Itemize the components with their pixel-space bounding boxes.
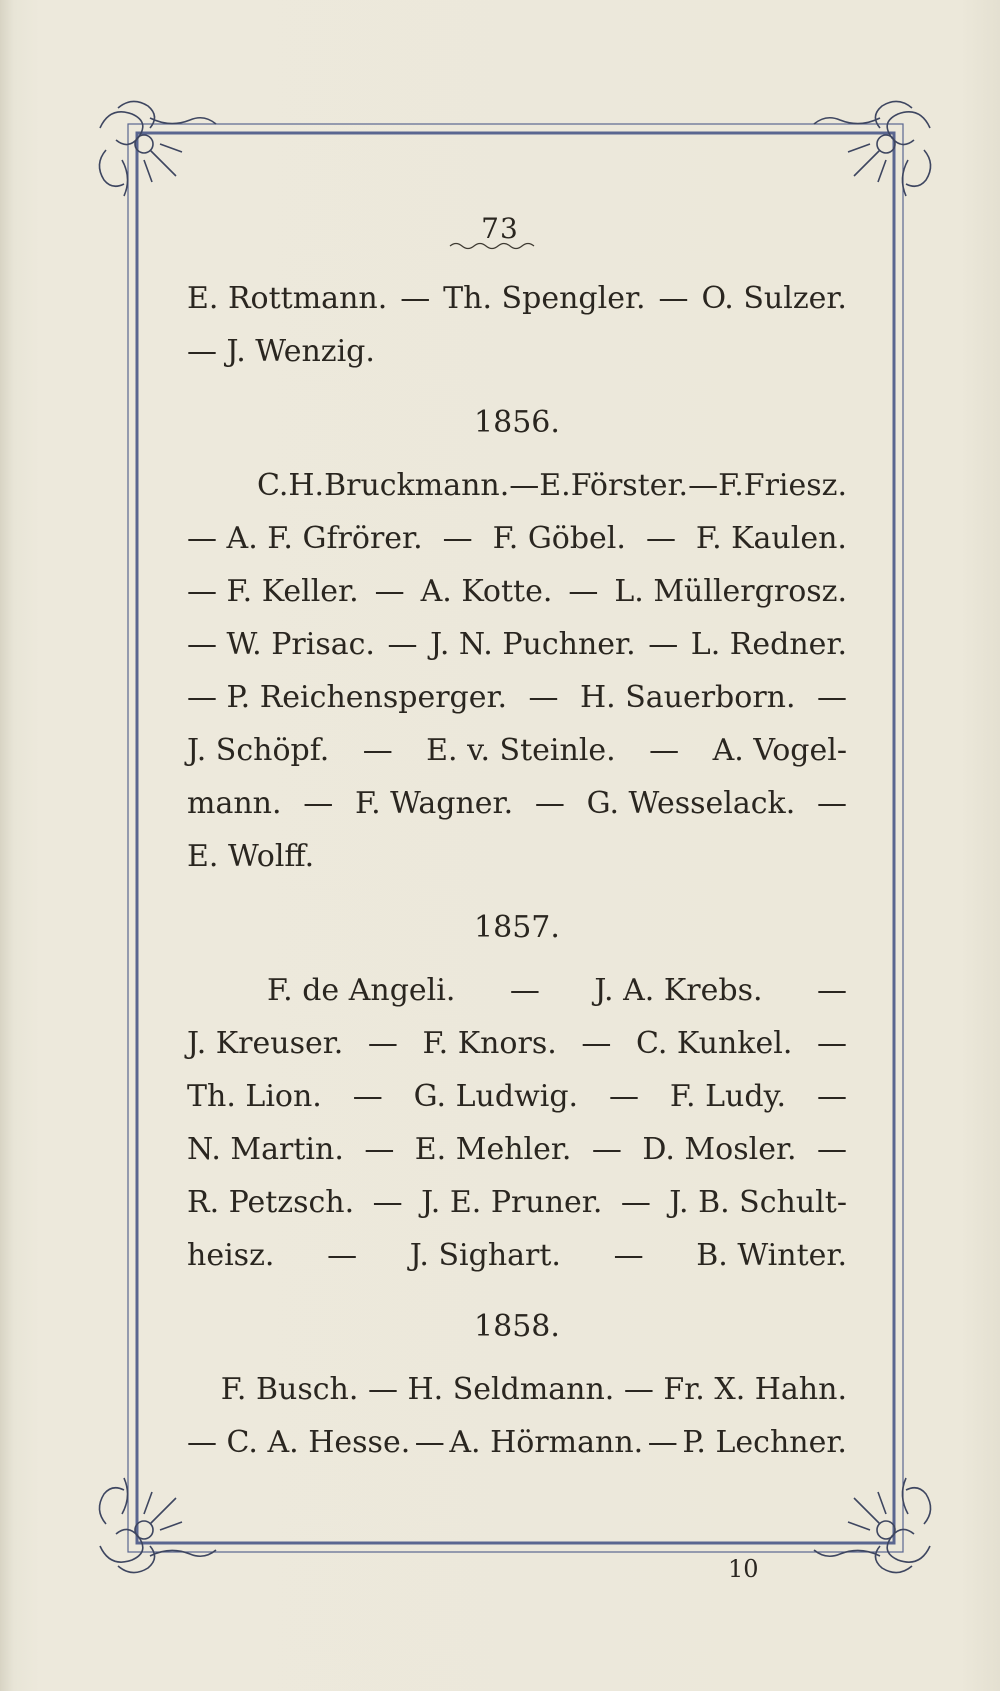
corner-ornament-top-right <box>814 101 931 196</box>
name-entry: A. Kotte. <box>420 574 553 609</box>
section <box>187 396 847 883</box>
name-entry: J. N. Puchner. <box>430 627 636 662</box>
name-entry: E. Rottmann. <box>187 281 388 316</box>
text-line <box>187 459 847 512</box>
dash-separator: — <box>816 1026 847 1061</box>
page-number: 73 <box>481 212 519 245</box>
dash-separator: — <box>609 1079 639 1114</box>
text-line <box>187 1017 847 1070</box>
name-entry: — P. Reichensperger. <box>187 680 508 715</box>
dash-separator: — <box>414 1425 445 1460</box>
name-entry: N. Martin. <box>187 1132 344 1167</box>
name-entry: E. Wolff. <box>187 839 315 874</box>
dash-separator: — <box>649 733 680 768</box>
dash-separator: — <box>648 627 679 662</box>
dash-separator: — <box>816 786 847 821</box>
year-heading: 1856. <box>474 405 560 440</box>
dash-separator: — <box>817 973 847 1008</box>
text-line <box>187 1070 847 1123</box>
name-entry: — W. Prisac. <box>187 627 375 662</box>
name-entry: C. Kunkel. <box>635 1026 793 1061</box>
text-line <box>187 724 847 777</box>
text-line <box>187 565 847 618</box>
dash-separator: — <box>400 281 431 316</box>
name-entry: D. Mosler. <box>642 1132 797 1167</box>
dash-separator: — <box>534 786 565 821</box>
dash-separator: — <box>327 1238 358 1273</box>
dash-separator: — <box>620 1185 651 1220</box>
name-entry: J. Schöpf. <box>187 733 330 768</box>
dash-separator: — <box>352 1079 383 1114</box>
dash-separator: — <box>658 281 689 316</box>
name-entry: mann. <box>187 786 282 821</box>
dash-separator: — <box>581 1026 612 1061</box>
name-entry: — J. Wenzig. <box>187 334 375 369</box>
dash-separator: — <box>374 574 405 609</box>
name-entry: G. Wesselack. <box>586 786 796 821</box>
name-entry: C.H.Bruckmann.—E.Förster.—F.Friesz. <box>256 468 847 503</box>
name-entry: A. Vogel- <box>712 733 847 768</box>
names-list <box>187 272 847 1469</box>
name-entry: P. Lechner. <box>682 1425 847 1460</box>
text-line <box>187 1123 847 1176</box>
name-entry: F. Wagner. <box>354 786 514 821</box>
name-entry: F. Kaulen. <box>695 521 847 556</box>
dash-separator: — <box>647 1425 678 1460</box>
name-entry: L. Müllergrosz. <box>614 574 847 609</box>
text-line <box>187 1363 847 1416</box>
name-entry: J. B. Schult- <box>669 1185 847 1220</box>
name-entry: L. Redner. <box>690 627 847 662</box>
corner-ornament-bottom-right <box>814 1478 931 1573</box>
text-line <box>187 1229 847 1282</box>
name-entry: F. Ludy. <box>669 1079 787 1114</box>
text-line <box>187 512 847 565</box>
dash-separator: — <box>528 680 559 715</box>
name-entry: O. Sulzer. <box>701 281 847 316</box>
name-entry: G. Ludwig. <box>413 1079 579 1114</box>
name-entry: A. Hörmann. <box>449 1425 644 1460</box>
dash-separator: — <box>816 680 847 715</box>
text-line <box>187 1176 847 1229</box>
dash-separator: — <box>372 1185 403 1220</box>
text-line <box>187 671 847 724</box>
name-entry: J. A. Krebs. <box>594 973 763 1008</box>
dash-separator: — <box>591 1132 622 1167</box>
dash-separator: — <box>303 786 334 821</box>
name-entry: — A. F. Gfrörer. <box>187 521 423 556</box>
name-entry: J. Kreuser. <box>187 1026 344 1061</box>
name-entry: — F. Keller. <box>187 574 359 609</box>
name-entry: E. Mehler. <box>414 1132 572 1167</box>
name-entry: R. Petzsch. <box>187 1185 355 1220</box>
dash-separator: — <box>816 1079 847 1114</box>
dash-separator: — <box>367 1026 398 1061</box>
name-entry: J. E. Pruner. <box>421 1185 603 1220</box>
year-heading: 1857. <box>474 910 560 945</box>
name-entry: F. Knors. <box>422 1026 557 1061</box>
dash-separator: — <box>613 1238 644 1273</box>
dash-separator: — <box>362 733 393 768</box>
dash-separator: — <box>364 1132 395 1167</box>
section <box>187 901 847 1282</box>
section <box>187 272 847 378</box>
dash-separator: — <box>568 574 599 609</box>
name-entry: F. Busch. — H. Seldmann. — Fr. X. Hahn. <box>220 1372 847 1407</box>
dash-separator: — <box>442 521 473 556</box>
corner-ornament-bottom-left <box>99 1478 216 1573</box>
dash-separator: — <box>817 1132 847 1167</box>
text-line <box>187 964 847 1017</box>
name-entry: F. Göbel. <box>492 521 626 556</box>
text-line <box>187 272 847 325</box>
name-entry: F. de Angeli. <box>267 973 456 1008</box>
name-entry: B. Winter. <box>696 1238 847 1273</box>
dash-separator: — <box>509 973 540 1008</box>
signature-number: 10 <box>728 1555 759 1583</box>
text-line <box>187 325 847 378</box>
name-entry: Th. Lion. <box>187 1079 322 1114</box>
dash-separator: — <box>645 521 676 556</box>
text-line <box>187 1416 847 1469</box>
section <box>187 1300 847 1469</box>
corner-ornament-top-left <box>99 101 216 196</box>
dash-separator: — <box>387 627 418 662</box>
name-entry: heisz. <box>187 1238 275 1273</box>
name-entry: J. Sighart. <box>409 1238 561 1273</box>
name-entry: H. Sauerborn. <box>579 680 796 715</box>
year-heading: 1858. <box>474 1309 560 1344</box>
text-line <box>187 830 847 883</box>
name-entry: E. v. Steinle. <box>426 733 616 768</box>
text-line <box>187 777 847 830</box>
text-line <box>187 618 847 671</box>
name-entry: Th. Spengler. <box>443 281 646 316</box>
name-entry: — C. A. Hesse. <box>187 1425 411 1460</box>
